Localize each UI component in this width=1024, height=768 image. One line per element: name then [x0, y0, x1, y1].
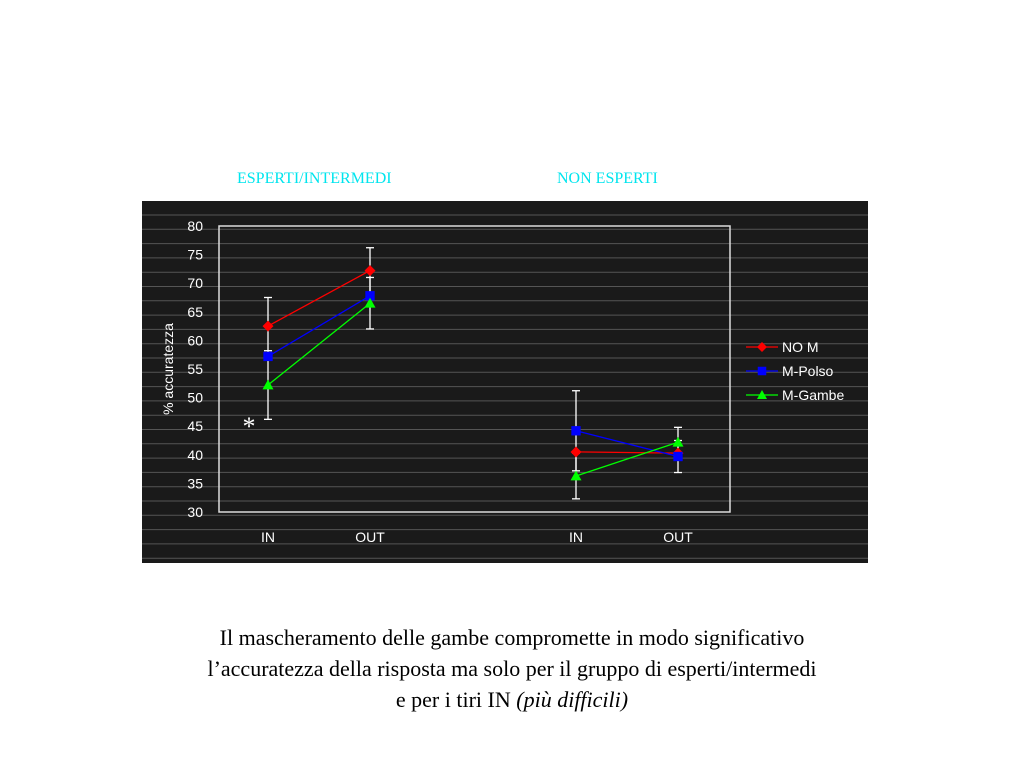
y-tick-label: 70 — [187, 275, 203, 292]
y-tick-label: 75 — [187, 246, 203, 263]
legend-label: NO M — [782, 339, 819, 355]
y-tick-label: 50 — [187, 389, 203, 406]
significance-asterisk: * — [242, 412, 256, 441]
y-axis-label: % accuratezza — [160, 323, 176, 415]
group-title-non-experts: NON ESPERTI — [557, 170, 658, 187]
x-tick-label: IN — [569, 529, 583, 545]
x-tick-label: OUT — [355, 529, 385, 545]
y-tick-label: 40 — [187, 446, 203, 463]
y-tick-label: 45 — [187, 418, 203, 435]
y-tick-label: 65 — [187, 303, 203, 320]
x-tick-label: IN — [261, 529, 275, 545]
y-tick-label: 35 — [187, 475, 203, 492]
caption — [0, 622, 1024, 715]
caption-line-2: l’accuratezza della risposta ma solo per il gruppo di esperti/intermedi — [207, 656, 817, 681]
y-tick-label: 55 — [187, 361, 203, 377]
y-tick-label: 60 — [187, 332, 203, 349]
chart-background — [142, 201, 868, 563]
legend-label: M-Gambe — [782, 387, 845, 403]
caption-line-1: Il mascheramento delle gambe compromette in modo significativo — [219, 625, 805, 650]
legend-label: M-Polso — [782, 363, 834, 379]
data-point — [571, 426, 580, 435]
caption-line-3 — [0, 684, 1024, 715]
caption-line-3-italic: (più difficili) — [516, 687, 629, 712]
y-tick-label: 80 — [187, 218, 203, 234]
group-title-experts: ESPERTI/INTERMEDI — [237, 170, 392, 187]
data-point — [263, 352, 272, 361]
line-chart — [142, 201, 868, 563]
data-point — [758, 367, 767, 376]
data-point — [673, 452, 682, 461]
caption-line-3-text: e per i tiri IN — [395, 687, 517, 712]
y-tick-label: 30 — [187, 504, 203, 520]
x-tick-label: OUT — [663, 529, 693, 545]
